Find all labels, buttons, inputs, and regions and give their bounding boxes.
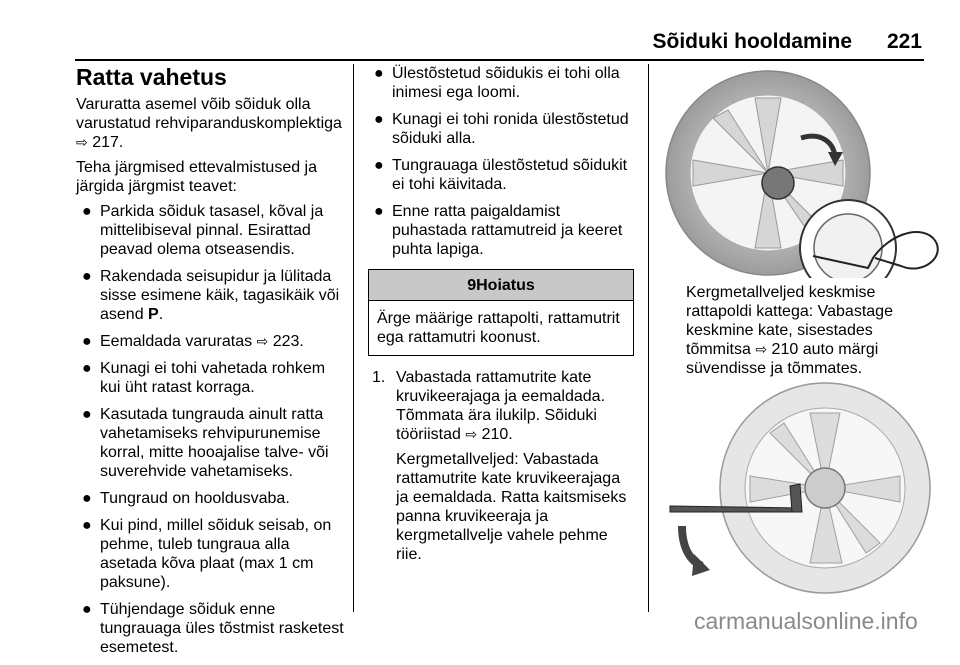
bullet-icon: ● <box>374 65 384 82</box>
watermark: carmanualsonline.info <box>694 608 918 634</box>
intro-paragraph: Varuratta asemel võib sõiduk olla varustatud rehviparanduskomplektiga ⇨ 217. <box>76 96 342 151</box>
column-divider <box>353 64 354 612</box>
list-item: ● Enne ratta paigaldamist puhastada rattamutreid ja keeret puhta lapiga. <box>374 203 623 258</box>
bullet-icon: ● <box>82 490 92 507</box>
reference-arrow-icon: ⇨ <box>256 333 269 349</box>
wrench-socket-shape <box>790 484 802 512</box>
bullet-icon: ● <box>82 406 92 423</box>
list-item: ● Tungrauaga ülestõstetud sõidukit ei tohi käivitada. <box>374 157 628 193</box>
bullet-icon: ● <box>82 268 92 285</box>
hub-shape <box>805 468 845 508</box>
page-header <box>0 26 960 56</box>
reference-arrow-icon: ⇨ <box>76 134 88 150</box>
reference-arrow-icon: ⇨ <box>465 426 478 442</box>
header-rule <box>75 59 924 61</box>
list-item: ● Eemaldada varuratas ⇨ 223. <box>82 333 304 350</box>
step-number: 1. <box>372 369 386 386</box>
list-item: ● Parkida sõiduk tasasel, kõval ja mittelibiseval pinnal. Esirattad peavad olema otseasendis. <box>82 203 324 258</box>
bullet-icon: ● <box>82 517 92 534</box>
bullet-icon: ● <box>82 333 92 350</box>
step-item <box>368 368 634 564</box>
bullet-icon: ● <box>374 111 384 128</box>
bullet-icon: ● <box>374 203 384 220</box>
bullet-list <box>76 202 344 657</box>
page-reference[interactable]: 210 <box>771 341 799 358</box>
header-title: Sõiduki hooldamine <box>652 30 852 53</box>
arrow-head-shape <box>692 554 710 576</box>
list-item: ● Kasutada tungrauda ainult ratta vahetamiseks rehvipurunemise korral, mitte hooajalise talve- või suverehvide vahetamiseks. <box>82 406 329 480</box>
warning-box <box>368 269 634 356</box>
warning-icon: 9 <box>467 277 477 294</box>
list-item: ● Tühjendage sõiduk enne tungrauaga üles tõstmist rasketest esemetest. <box>82 601 344 656</box>
list-item: ● Ülestõstetud sõidukis ei tohi olla inimesi ega loomi. <box>374 65 620 101</box>
column-divider <box>648 64 649 612</box>
page-reference[interactable]: 210. <box>481 426 513 443</box>
section-title: Ratta vahetus <box>76 64 227 90</box>
list-item: ● Kui pind, millel sõiduk seisab, on pehme, tuleb tungraua alla asetada kõva plaat (max 1 cm paksune). <box>82 517 332 591</box>
warning-header <box>369 270 633 301</box>
list-item: ● Tungraud on hooldusvaba. <box>82 490 290 507</box>
page-reference[interactable]: 223. <box>272 333 304 350</box>
wheel-wrench-illustration <box>660 378 942 600</box>
warning-body: Ärge määrige rattapolti, rattamutrit ega rattamutri koonust. <box>377 310 620 346</box>
list-item: ● Kunagi ei tohi vahetada rohkem kui üht ratast korraga. <box>82 360 326 396</box>
list-item: ● Kunagi ei tohi ronida ülestõstetud sõiduki alla. <box>374 111 629 147</box>
alloy-wheel-cap-svg <box>663 68 943 278</box>
figure-caption: Kergmetallveljed keskmise rattapoldi kattega: Vabastage keskmine kate, sisestades tõmmitsa ⇨ 210 auto märgi süvendisse ja tõmmates. <box>686 284 893 377</box>
warning-title: Hoiatus <box>476 277 535 294</box>
list-item: ● Rakendada seisupidur ja lülitada sisse esimene käik, tagasikäik või asend P. <box>82 268 340 323</box>
middle-column <box>368 64 634 570</box>
bullet-list <box>368 64 634 259</box>
bullet-icon: ● <box>82 601 92 618</box>
intro-paragraph: Teha järgmised ettevalmistused ja järgida järgmist teavet: <box>76 159 318 195</box>
step-text: Vabastada rattamutrite kate kruvikeerajaga ja eemaldada. Tõmmata ära ilukilp. Sõiduki tööriistad ⇨ 210. <box>396 369 606 443</box>
bullet-icon: ● <box>82 360 92 377</box>
left-column <box>76 64 344 665</box>
bullet-icon: ● <box>82 203 92 220</box>
step-text: Kergmetallveljed: Vabastada rattamutrite kate kruvikeerajaga ja eemaldada. Ratta kaitsmiseks panna kruvikeeraja ja kergmetallvelje vahele pehme riie. <box>396 451 627 563</box>
alloy-wheel-cap-illustration <box>663 68 943 278</box>
bullet-icon: ● <box>374 157 384 174</box>
wheel-wrench-svg <box>660 378 942 600</box>
page-number: 221 <box>886 30 922 53</box>
reference-arrow-icon: ⇨ <box>755 341 768 357</box>
page-reference[interactable]: 217. <box>92 134 124 151</box>
center-cap-shape <box>762 167 794 199</box>
